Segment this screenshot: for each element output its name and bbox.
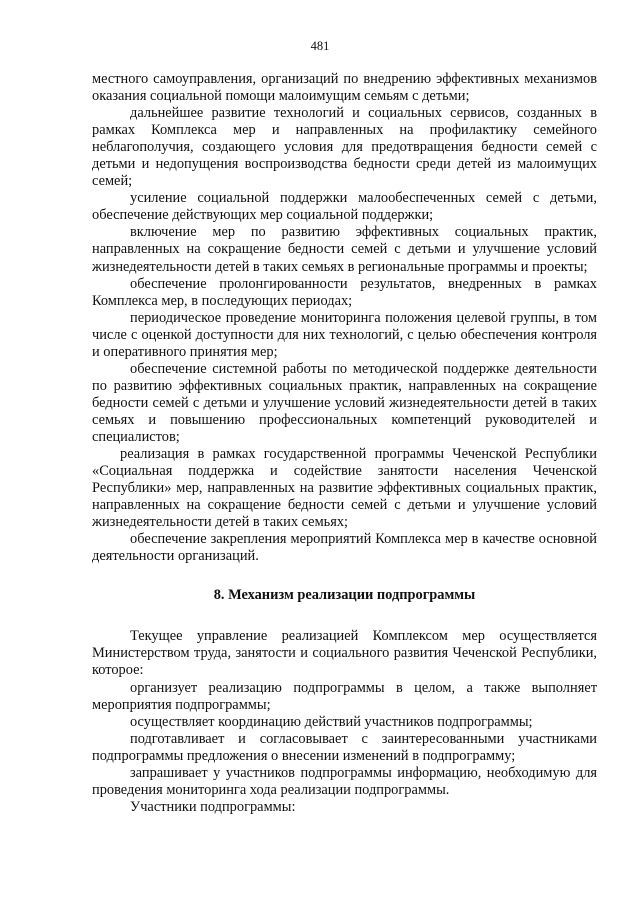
paragraph-organizes: организует реализацию подпрограммы в целом, а также выполняет мероприятия подпрограммы;: [92, 679, 597, 713]
paragraph-consolidation: обеспечение закрепления мероприятий Комплекса мер в качестве основной деятельности организаций.: [92, 531, 597, 565]
paragraph-methodical-support: обеспечение системной работы по методической поддержке деятельности по развитию эффективных социальных практик, направленных на сокращение бедности семей с детьми и улучшение условий жизнедеятельности детей в таких семьях и повышению профессиональных компетенций руководителей и специалистов;: [92, 360, 597, 445]
document-body: [92, 71, 597, 816]
page-number: 481: [310, 39, 330, 53]
paragraph-technologies: дальнейшее развитие технологий и социальных сервисов, созданных в рамках Комплекса мер и направленных на профилактику семейного неблагополучия, создающего условия для предотвращения бедности семей с детьми и недопущения воспроизводства бедности среди детей из малоимущих семей;: [92, 105, 597, 190]
paragraph-current-management: Текущее управление реализацией Комплексом мер осуществляется Министерством труда, занятости и социального развития Чеченской Республики, которое:: [92, 628, 597, 679]
paragraph-prolongation: обеспечение пролонгированности результатов, внедренных в рамках Комплекса мер, в последующих периодах;: [92, 275, 597, 309]
paragraph-monitoring: периодическое проведение мониторинга положения целевой группы, в том числе с оценкой доступности для них технологий, с целью обеспечения контроля и оперативного принятия мер;: [92, 309, 597, 360]
paragraph-requests: запрашивает у участников подпрограммы информацию, необходимую для проведения мониторинга хода реализации подпрограммы.: [92, 764, 597, 798]
paragraph-social-support: усиление социальной поддержки малообеспеченных семей с детьми, обеспечение действующих мер социальной поддержки;: [92, 190, 597, 224]
paragraph-continuation: местного самоуправления, организаций по внедрению эффективных механизмов оказания социальной помощи малоимущим семьям с детьми;: [92, 71, 597, 105]
paragraph-inclusion: включение мер по развитию эффективных социальных практик, направленных на сокращение бедности семей с детьми и улучшение условий жизнедеятельности детей в таких семьях в региональные программы и проекты;: [92, 224, 597, 275]
paragraph-prepares: подготавливает и согласовывает с заинтересованными участниками подпрограммы предложения о внесении изменений в подпрограмму;: [92, 730, 597, 764]
section-heading: 8. Механизм реализации подпрограммы: [213, 587, 476, 604]
paragraph-state-program: реализация в рамках государственной программы Чеченской Республики «Социальная поддержка и содействие занятости населения Чеченской Республики» мер, направленных на развитие эффективных социальных практик, направленных на сокращение бедности семей с детьми и улучшение условий жизнедеятельности детей в таких семьях;: [92, 446, 597, 531]
paragraph-coordinates: осуществляет координацию действий участников подпрограммы;: [130, 713, 533, 730]
paragraph-participants: Участники подпрограммы:: [130, 798, 296, 815]
